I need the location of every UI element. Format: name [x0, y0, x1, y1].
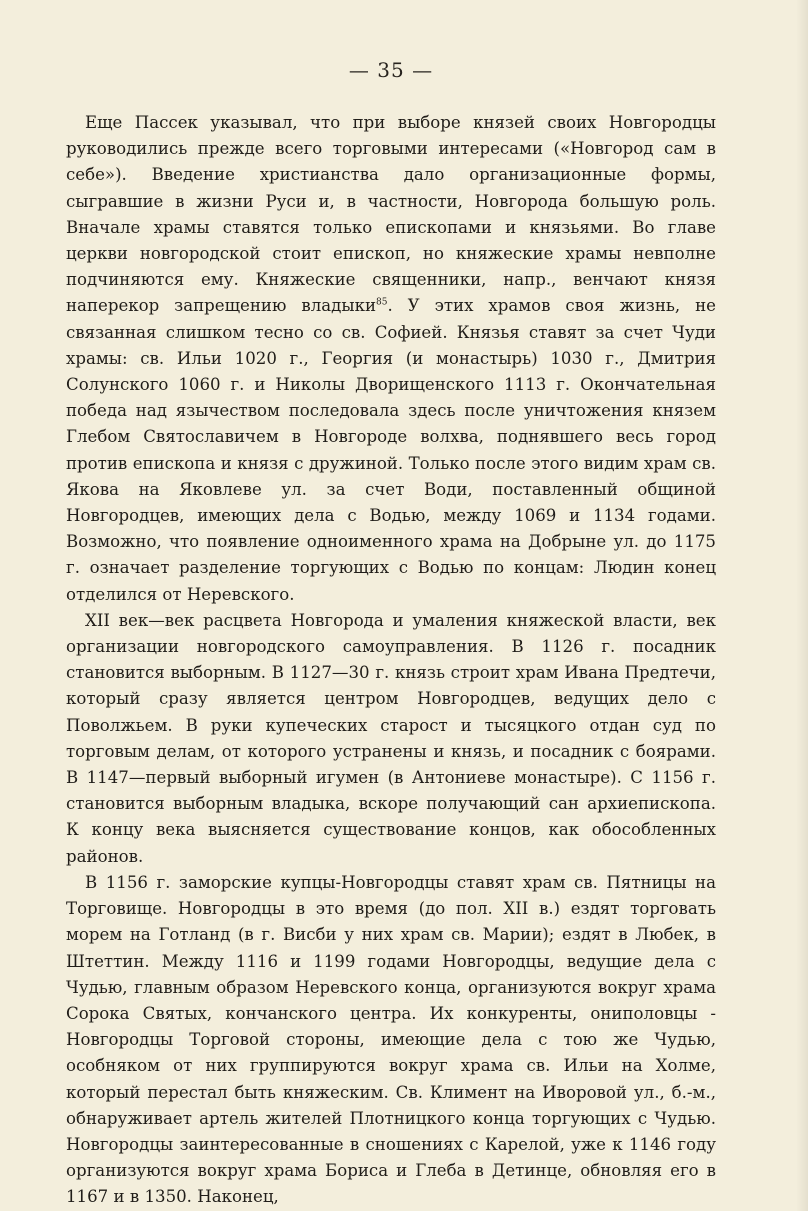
paragraph-1-text: Еще Пассек указывал, что при выборе князей своих Новгородцы руководились прежде всего торговыми интересами («Новгород сам в себе»). Введение христианства дало организационные формы, сыгравшие в жизни Руси и, в частности, Новгорода большую роль. Вначале храмы ставятся только епископами и князьями. Во главе церкви новгородской стоит епископ, но княжеские храмы невполне подчиняются ему. Княжеские священники, напр., венчают князя наперекор запрещению владыки — [66, 113, 716, 316]
page-number: — 35 — — [348, 58, 434, 82]
paragraph-2: XII век—век расцвета Новгорода и умаления княжеской власти, век организации новгородского самоуправления. В 1126 г. посадник становится выборным. В 1127—30 г. князь строит храм Ивана Предтечи, который сразу является центром Новгородцев, ведущих дело с Поволжьем. В руки купеческих старост и тысяцкого отдан суд по торговым делам, от которого устранены и князь, и посадник с боярами. В 1147—первый выборный игумен (в Антониеве монастыре). С 1156 г. становится выборным владыка, вскоре получающий сан архиепископа. К концу века выясняется существование концов, как обособленных районов. — [66, 610, 716, 866]
paragraph-1 — [66, 110, 716, 608]
paragraph-3: В 1156 г. заморские купцы-Новгородцы ставят храм св. Пятницы на Торговище. Новгородцы в это время (до пол. XII в.) ездят торговать морем на Готланд (в г. Висби у них храм св. Марии); ездят в Любек, в Штеттин. Между 1116 и 1199 годами Новгородцы, ведущие дела с Чудью, главным образом Неревского конца, организуются вокруг храма Сорока Святых, кончанского центра. Их конкуренты, ониполовцы - Новгородцы Торговой стороны, имеющие дела с тою же Чудью, особняком от них группируются вокруг храма св. Ильи на Холме, который перестал быть княжеским. Св. Климент на Иворовой ул., б.-м., обнаруживает артель жителей Плотницкого конца торгующих с Чудью. Новгородцы заинтересованные в сношениях с Карелой, уже к 1146 году организуются вокруг храма Бориса и Глеба в Детинце, обновляя его в 1167 и в 1350. Наконец, — [66, 872, 716, 1207]
paragraph-1-continuation: . У этих храмов своя жизнь, не связанная слишком тесно со св. Софией. Князья ставят за счет Чуди храмы: св. Ильи 1020 г., Георгия (и монастырь) 1030 г., Дмитрия Солунского 1060 г. и Николы Дворищенского 1113 г. Окончательная победа над язычеством последовала здесь после уничтожения князем Глебом Святославичем в Новгороде волхва, поднявшего весь город против епископа и князя с дружиной. Только после этого видим храм св. Якова на Яковлеве ул. за счет Води, поставленный общиной Новгородцев, имеющих дела с Водью, между 1069 и 1134 годами. Возможно, что появление одноименного храма на Добрыне ул. до 1175 г. означает разделение торгующих с Водью по концам: Людин конец отделился от Неревского. — [66, 296, 716, 604]
footnote-reference: 85 — [376, 297, 388, 308]
page-edge-shadow — [796, 0, 808, 1211]
